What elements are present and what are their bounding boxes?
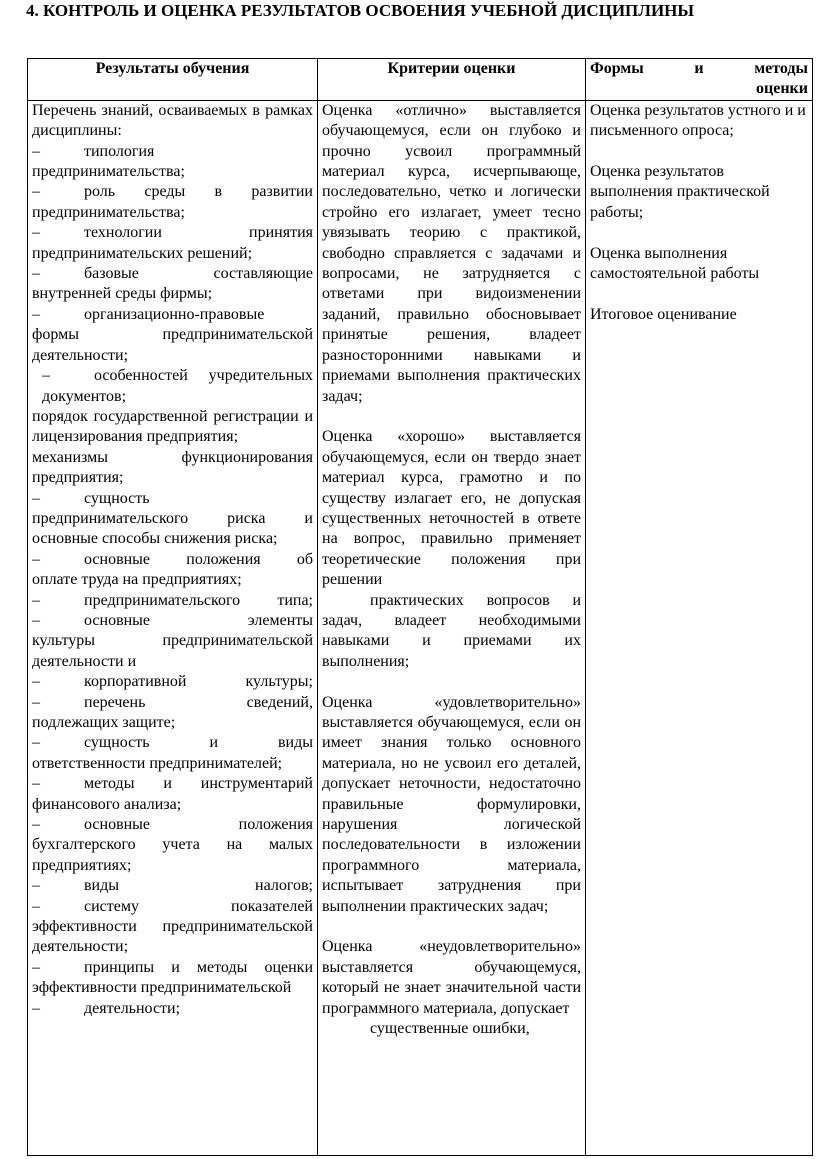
results-list-item — [32, 774, 313, 815]
dash-bullet: – — [32, 489, 40, 507]
dash-bullet: – — [32, 591, 40, 609]
results-list-item — [32, 693, 313, 734]
criteria-unsatisfactory-continued: существенные ошибки, — [370, 1020, 530, 1038]
results-list-item — [32, 815, 313, 876]
results-list-item — [32, 876, 313, 896]
table-header-row — [28, 59, 813, 101]
dash-bullet: – — [32, 265, 40, 283]
header-criteria — [318, 59, 586, 101]
header-results-label: Результаты обучения — [95, 60, 250, 77]
dash-bullet: – — [32, 611, 40, 629]
results-list-item — [32, 489, 313, 550]
dash-bullet: – — [32, 999, 40, 1017]
item-text: основные положения об — [84, 550, 313, 568]
results-list-item — [32, 366, 313, 407]
results-list-2 — [32, 489, 313, 1020]
item-text-continued: бухгалтерского учета на малых предприятиях; — [32, 836, 313, 874]
forms-cell — [586, 100, 813, 1155]
dash-bullet: – — [32, 877, 40, 895]
item-text: предпринимательского типа; — [84, 591, 313, 609]
item-text: сущность и виды — [84, 734, 313, 752]
item-text-continued: подлежащих защите; — [32, 714, 176, 731]
dash-bullet: – — [32, 142, 40, 160]
dash-bullet: – — [32, 183, 40, 201]
item-text-continued: внутренней среды фирмы; — [32, 285, 213, 303]
item-text-continued: формы предпринимательской деятельности; — [32, 326, 313, 364]
item-text: основные положения — [84, 816, 313, 834]
item-text: роль среды в развитии — [84, 183, 313, 201]
results-plain-item: порядок государственной регистрации и лицензирования предприятия; — [32, 407, 313, 446]
item-text-continued: ответственности предпринимателей; — [32, 754, 283, 772]
dash-bullet: – — [32, 734, 40, 752]
dash-bullet: – — [32, 305, 40, 323]
results-list-item — [32, 958, 313, 999]
item-text: типология — [84, 142, 155, 160]
item-text: особенностей учредительных — [94, 367, 313, 385]
item-text: принципы и методы оценки — [84, 958, 313, 976]
criteria-excellent: Оценка «отлично» выставляется обучающемуся, если он глубоко и прочно усвоил программный материал курса, исчерпывающе, последовательно, четко и логически стройно его излагает, умеет тесно увязывать теорию с практикой, свободно справляется с задачами и вопросами, не затрудняется с ответами при видоизменении заданий, правильно обосновывает принятые решения, владеет разносторонними навыками и приемами выполнения практических задач; — [322, 101, 581, 405]
criteria-satisfactory: Оценка «удовлетворительно» выставляется обучающемуся, если он имеет знания только основного материала, но не усвоил его деталей, допускает неточности, недостаточно правильные формулировки, нарушения логической последовательности в изложении программного материала, испытывает затруднения при выполнении практических задач; — [322, 693, 581, 915]
dash-bullet: – — [32, 958, 40, 976]
dash-bullet: – — [32, 693, 40, 711]
results-list-item — [32, 897, 313, 958]
results-list-item — [32, 591, 313, 611]
results-intro: Перечень знаний, осваиваемых в рамках дисциплины: — [32, 101, 313, 140]
results-plain-item: механизмы функционирования предприятия; — [32, 448, 313, 487]
criteria-cell — [318, 100, 586, 1155]
dash-bullet: – — [32, 775, 40, 793]
header-criteria-label: Критерии оценки — [387, 60, 516, 77]
item-text-continued: финансового анализа; — [32, 795, 182, 813]
item-text-continued: предпринимательства; — [32, 203, 185, 221]
item-text: сущность — [84, 489, 150, 507]
results-cell — [28, 100, 318, 1155]
item-text-continued: документов; — [42, 387, 127, 405]
item-text: перечень сведений, — [84, 693, 313, 711]
form-practical: Оценка результатов выполнения практической работы; — [590, 163, 770, 221]
criteria-good-continued: практических вопросов и задач, владеет необходимыми навыками и приемами их выполнения; — [322, 591, 581, 670]
item-text: базовые составляющие — [84, 265, 313, 283]
results-list — [32, 142, 313, 407]
dash-bullet: – — [32, 550, 40, 568]
item-text-continued: культуры предпринимательской деятельности и — [32, 632, 313, 670]
header-forms — [586, 59, 813, 101]
results-plain-list — [32, 407, 313, 489]
results-list-item — [32, 550, 313, 591]
results-list-item — [32, 182, 313, 223]
item-text: корпоративной культуры; — [84, 673, 313, 691]
item-text-continued: эффективности предпринимательской — [32, 979, 292, 997]
item-text-continued: оплате труда на предприятиях; — [32, 571, 242, 589]
item-text: виды налогов; — [84, 877, 313, 895]
form-oral-written: Оценка результатов устного и и письменного опроса; — [590, 101, 806, 140]
results-list-item — [32, 305, 313, 366]
results-list-item — [32, 142, 313, 183]
results-list-item — [32, 223, 313, 264]
item-text: систему показателей — [84, 897, 313, 915]
results-list-item — [32, 264, 313, 305]
item-text: технологии принятия — [84, 224, 313, 242]
dash-bullet: – — [42, 367, 50, 385]
results-list-item — [32, 999, 313, 1019]
criteria-unsatisfactory: Оценка «неудовлетворительно» выставляется обучающемуся, который не знает значительной части программного материала, допускает — [322, 938, 581, 1017]
form-independent: Оценка выполнения самостоятельной работы — [590, 244, 760, 283]
criteria-good: Оценка «хорошо» выставляется обучающемуся, если он твердо знает материал курса, грамотно и по существу излагает его, не допуская существенных неточностей в ответе на вопрос, правильно применяет теоретические положения при решении — [322, 428, 581, 589]
header-forms-label-bottom: оценки — [756, 80, 808, 98]
assessment-table — [27, 58, 813, 1156]
item-text: основные элементы — [84, 611, 313, 629]
item-text: организационно-правовые — [84, 305, 265, 323]
results-list-item — [32, 672, 313, 692]
results-list-item — [32, 733, 313, 774]
item-text-continued: предпринимательства; — [32, 163, 185, 181]
item-text-continued: эффективности предпринимательской деятельности; — [32, 918, 313, 956]
dash-bullet: – — [32, 673, 40, 691]
header-forms-label-top: Формы и методы — [590, 60, 808, 77]
section-title: 4. КОНТРОЛЬ И ОЦЕНКА РЕЗУЛЬТАТОВ ОСВОЕНИЯ УЧЕБНОЙ ДИСЦИПЛИНЫ — [26, 1, 695, 20]
form-final: Итоговое оценивание — [590, 305, 737, 323]
item-text-continued: предпринимательского риска и основные способы снижения риска; — [32, 509, 313, 548]
item-text: деятельности; — [84, 999, 181, 1017]
table-body-row — [28, 100, 813, 1155]
item-text-continued: предпринимательских решений; — [32, 244, 253, 262]
dash-bullet: – — [32, 224, 40, 242]
item-text: методы и инструментарий — [84, 775, 313, 793]
header-results — [28, 59, 318, 101]
results-list-item — [32, 611, 313, 672]
dash-bullet: – — [32, 816, 40, 834]
dash-bullet: – — [32, 897, 40, 915]
